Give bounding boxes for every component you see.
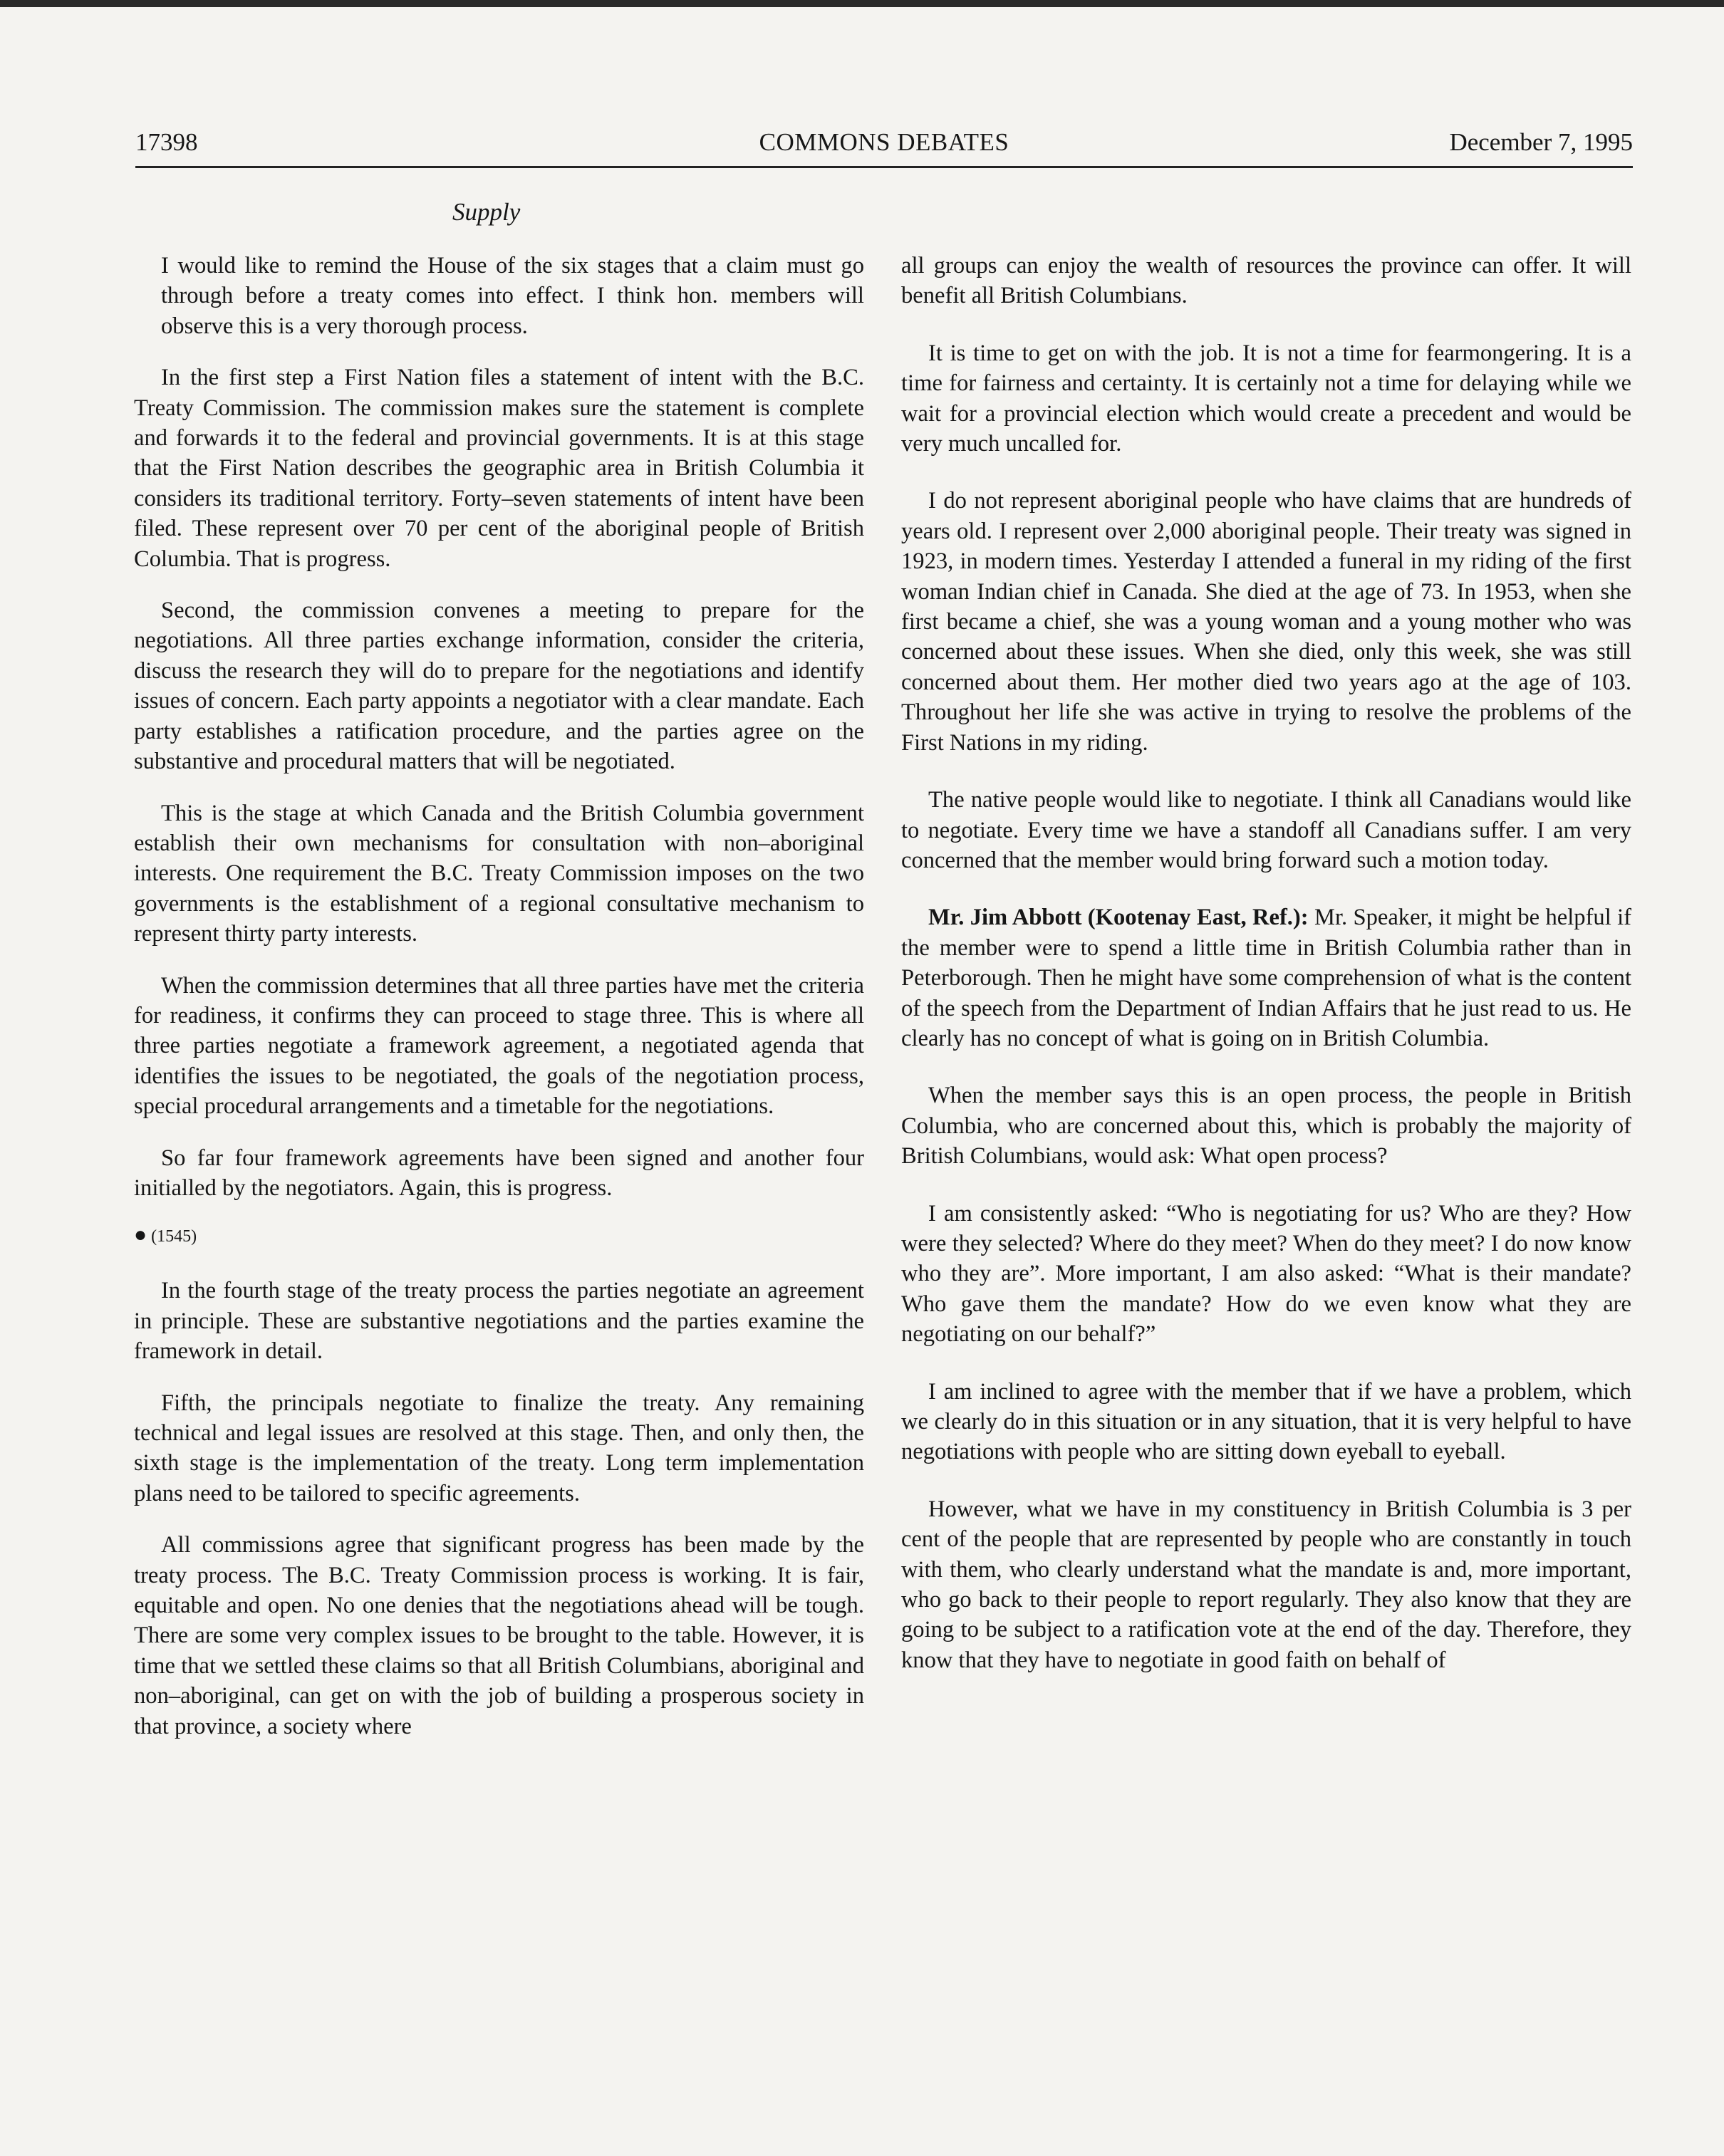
speaker-text: Mr. Speaker, it might be helpful if the member were to spend a little time in British Columbia rather than in Peterborough. Then he might have some comprehension of what is the content of the speech from the Department of Indian Affairs that he just read to us. He clearly has no concept of what is going on in British Columbia.: [901, 905, 1631, 1051]
page-date: December 7, 1995: [1449, 128, 1633, 156]
paragraph: all groups can enjoy the wealth of resources the province can offer. It will benefit all British Columbians.: [901, 253, 1631, 309]
page-header: [135, 123, 1633, 162]
paragraph: I am inclined to agree with the member that if we have a problem, which we clearly do in this situation or in any situation, that it is very helpful to have negotiations with people who are sitting down eyeball to eyeball.: [901, 1378, 1631, 1465]
paragraph: I am consistently asked: “Who is negotiating for us? Who are they? How were they selected? Where do they meet? When do they meet? I do now know who they are”. More important, I am also asked: “What is their mandate? Who gave them the mandate? How do we even know what they are negotiating on our behalf?”: [901, 1200, 1631, 1348]
time-marker: [134, 1224, 864, 1247]
header-rule: [135, 166, 1633, 168]
paragraph: It is time to get on with the job. It is not a time for fearmongering. It is a time for fairness and certainty. It is certainly not a time for delaying while we wait for a provincial election which would create a precedent and would be very much uncalled for.: [901, 340, 1631, 457]
right-column: [901, 251, 1631, 1702]
page-number: 17398: [135, 128, 198, 156]
paragraph: In the first step a First Nation files a statement of intent with the B.C. Treaty Commission. The commission makes sure the statement is complete and forwards it to the federal and provincial governments. It is at this stage that the First Nation describes the geographic area in British Columbia it considers its traditional territory. Forty–seven statements of intent have been filed. These represent over 70 per cent of the aboriginal people of British Columbia. That is progress.: [134, 365, 864, 572]
paragraph: I do not represent aboriginal people who have claims that are hundreds of years old. I represent over 2,000 aboriginal people. Their treaty was signed in 1923, in modern times. Yesterday I attended a funeral in my riding of the first woman Indian chief in Canada. She died at the age of 73. In 1953, when she first became a chief, she was a young woman and a young mother who was concerned about these issues. When she died, only this week, she was still concerned about them. Her mother died two years ago at the age of 103. Throughout her life she was active in trying to resolve the problems of the First Nations in my riding.: [901, 488, 1631, 756]
publication-title: COMMONS DEBATES: [759, 128, 1009, 156]
bullet-icon: ●: [134, 1223, 147, 1247]
paragraph: Second, the commission convenes a meeting to prepare for the negotiations. All three parties exchange information, consider the criteria, discuss the research they will do to prepare for the negotiations and identify issues of concern. Each party appoints a negotiator with a clear mandate. Each party establishes a ratification procedure, and the parties agree on the substantive and procedural matters that will be negotiated.: [134, 598, 864, 775]
paragraph: When the commission determines that all three parties have met the criteria for readiness, it confirms they can proceed to stage three. This is where all three parties negotiate a framework agreement, a negotiated agenda that identifies the issues to be negotiated, the goals of the negotiation process, special procedural arrangements and a timetable for the negotiations.: [134, 972, 864, 1120]
paragraph: So far four framework agreements have been signed and another four initialled by the negotiators. Again, this is progress.: [134, 1145, 864, 1201]
paragraph: In the fourth stage of the treaty process the parties negotiate an agreement in principle. These are substantive negotiations and the parties examine the framework in detail.: [134, 1278, 864, 1365]
paragraph: I would like to remind the House of the six stages that a claim must go through before a treaty comes into effect. I think hon. members will observe this is a very thorough process.: [161, 253, 864, 339]
speaker-name: Mr. Jim Abbott (Kootenay East, Ref.):: [928, 905, 1309, 931]
paragraph: This is the stage at which Canada and the British Columbia government establish their own mechanisms for consultation with non–aboriginal interests. One requirement the B.C. Treaty Commission imposes on the two governments is the establishment of a regional consultative mechanism to represent thirty party interests.: [134, 800, 864, 947]
paragraph: Fifth, the principals negotiate to finalize the treaty. Any remaining technical and legal issues are resolved at this stage. Then, and only then, the sixth stage is the implementation of the treaty. Long term implementation plans need to be tailored to specific agreements.: [134, 1390, 864, 1506]
paragraph: All commissions agree that significant progress has been made by the treaty process. The B.C. Treaty Commission process is working. It is fair, equitable and open. No one denies that the negotiations ahead will be tough. There are some very complex issues to be brought to the table. However, it is time that we settled these claims so that all British Columbians, aboriginal and non–aboriginal, can get on with the job of building a prosperous society in that province, a society where: [134, 1532, 864, 1739]
left-column: [134, 251, 864, 1763]
paragraph: However, what we have in my constituency in British Columbia is 3 per cent of the people that are represented by people who are constantly in touch with them, who clearly understand what the mandate is and, more important, who go back to their people to report regularly. They also know that they are going to be subject to a ratification vote at the end of the day. Therefore, they know that they have to negotiate in good faith on behalf of: [901, 1496, 1631, 1673]
speaker-paragraph: [901, 902, 1631, 1053]
paragraph: The native people would like to negotiate. I think all Canadians would like to negotiate. Every time we have a standoff all Canadians suffer. I am very concerned that the member would bring forward such a motion today.: [901, 787, 1631, 873]
time-marker-label: (1545): [151, 1227, 197, 1246]
paragraph: When the member says this is an open process, the people in British Columbia, who are concerned about this, which is probably the majority of British Columbians, would ask: What open process?: [901, 1083, 1631, 1170]
page-top-edge: [0, 0, 1724, 7]
section-heading: Supply: [452, 198, 521, 226]
